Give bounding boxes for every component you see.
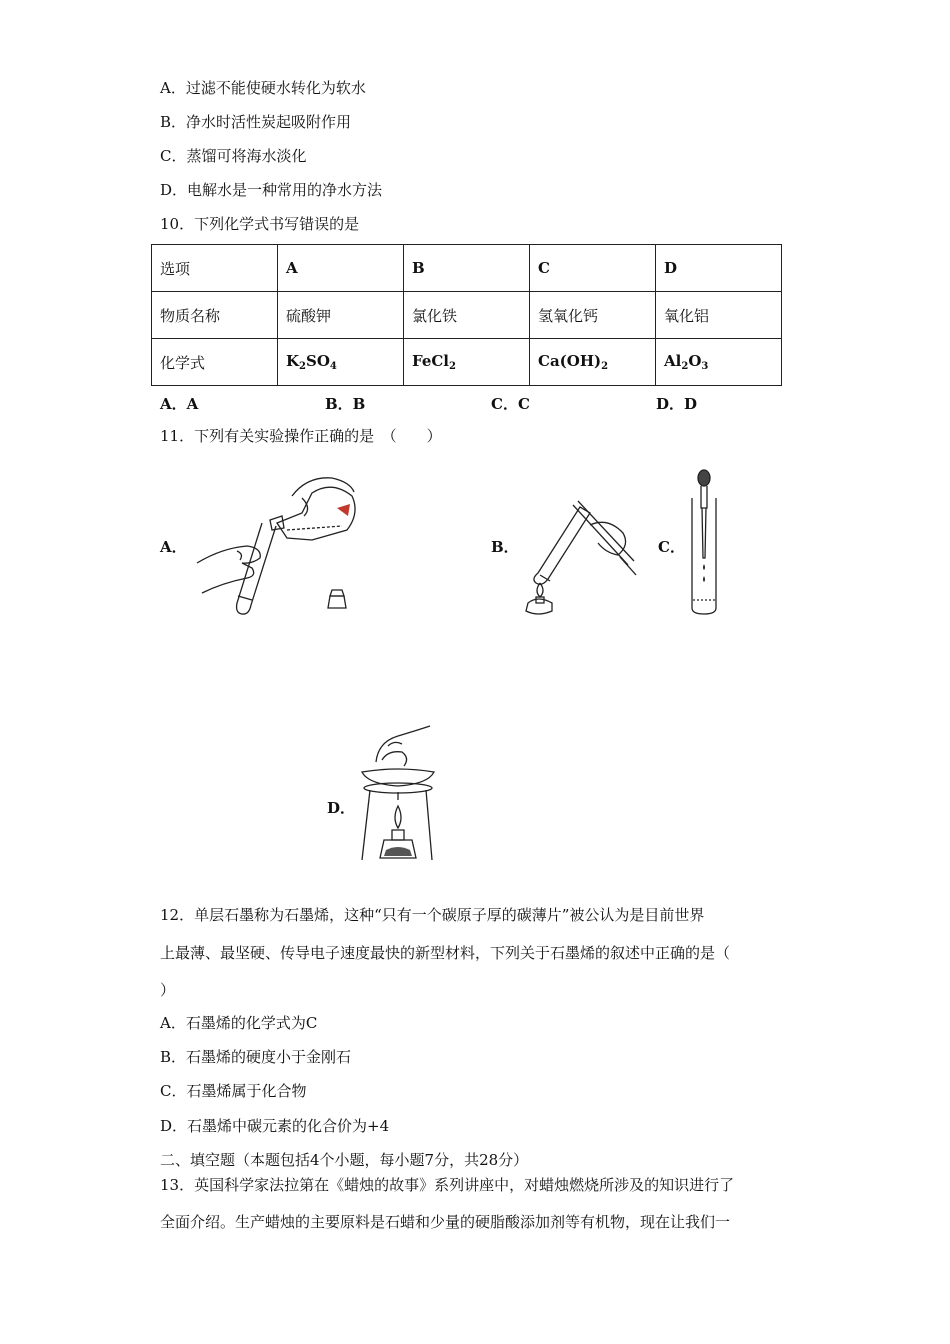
q9-option-a: A．过滤不能使硬水转化为软水	[160, 79, 366, 97]
formula-cell	[278, 339, 404, 386]
q10-answer-b: B．B	[325, 395, 366, 413]
table-row	[152, 339, 782, 386]
q11-label-d: D．	[327, 799, 356, 817]
q12-line-3: ）	[160, 981, 176, 999]
table-cell: 氢氧化钙	[530, 292, 656, 339]
q9-option-d: D．电解水是一种常用的净水方法	[160, 181, 383, 199]
formula-cell	[530, 339, 656, 386]
q13-line-1: 13．英国科学家法拉第在《蜡烛的故事》系列讲座中，对蜡烛燃烧所涉及的知识进行了	[160, 1176, 735, 1194]
formula-part: Al	[664, 352, 682, 370]
q11-label-b: B．	[491, 538, 519, 556]
q10-answer-d: D．D	[656, 395, 698, 413]
q10-answer-c: C．C	[491, 395, 530, 413]
q10-stem: 10．下列化学式书写错误的是	[160, 215, 360, 233]
table-row	[152, 245, 782, 292]
q10-answer-a: A．A	[160, 395, 199, 413]
formula-cell	[656, 339, 782, 386]
q12-option-b: B．石墨烯的硬度小于金刚石	[160, 1048, 352, 1066]
table-cell: 选项	[152, 245, 278, 292]
q12-line-1: 12．单层石墨称为石墨烯，这种“只有一个碳原子厚的碳薄片”被公认为是目前世界	[160, 906, 705, 924]
q11-label-a: A．	[160, 538, 187, 556]
formula-subscript: 2	[601, 361, 609, 372]
q9-option-b: B．净水时活性炭起吸附作用	[160, 113, 352, 131]
table-cell: 物质名称	[152, 292, 278, 339]
q12-option-c: C．石墨烯属于化合物	[160, 1082, 307, 1100]
table-cell: C	[530, 245, 656, 292]
table-cell: B	[404, 245, 530, 292]
table-cell: 氧化铝	[656, 292, 782, 339]
formula-part: FeCl	[412, 352, 450, 370]
formula-cell	[404, 339, 530, 386]
pouring-liquid-figure	[192, 468, 367, 618]
formula-part: Ca(OH)	[538, 352, 602, 370]
formula-subscript: 2	[449, 361, 456, 372]
q9-option-c: C．蒸馏可将海水淡化	[160, 147, 307, 165]
formula-part: O	[688, 352, 702, 370]
formula-subscript: 2	[681, 361, 689, 372]
heating-test-tube-figure	[518, 495, 640, 617]
q12-option-a: A．石墨烯的化学式为C	[160, 1014, 318, 1032]
table-cell: A	[278, 245, 404, 292]
dropper-figure	[688, 468, 720, 618]
q12-line-2: 上最薄、最坚硬、传导电子速度最快的新型材料，下列关于石墨烯的叙述中正确的是（	[160, 944, 731, 962]
formula-part: K	[286, 352, 300, 370]
table-cell: 硫酸钾	[278, 292, 404, 339]
section-title: 二、填空题（本题包括4个小题，每小题7分，共28分）	[160, 1151, 529, 1169]
formula-part: SO	[306, 352, 330, 370]
q10-table	[151, 244, 782, 386]
table-cell: 氯化铁	[404, 292, 530, 339]
table-cell: D	[656, 245, 782, 292]
table-cell: 化学式	[152, 339, 278, 386]
q11-stem: 11．下列有关实验操作正确的是 （ ）	[160, 427, 442, 445]
evaporation-figure	[358, 722, 438, 864]
table-row	[152, 292, 782, 339]
formula-subscript: 2	[299, 361, 307, 372]
formula-subscript: 4	[329, 361, 337, 372]
q11-label-c: C．	[658, 538, 685, 556]
q12-option-d: D．石墨烯中碳元素的化合价为+4	[160, 1117, 390, 1135]
formula-subscript: 3	[701, 361, 709, 372]
q13-line-2: 全面介绍。生产蜡烛的主要原料是石蜡和少量的硬脂酸添加剂等有机物，现在让我们一	[160, 1213, 731, 1231]
